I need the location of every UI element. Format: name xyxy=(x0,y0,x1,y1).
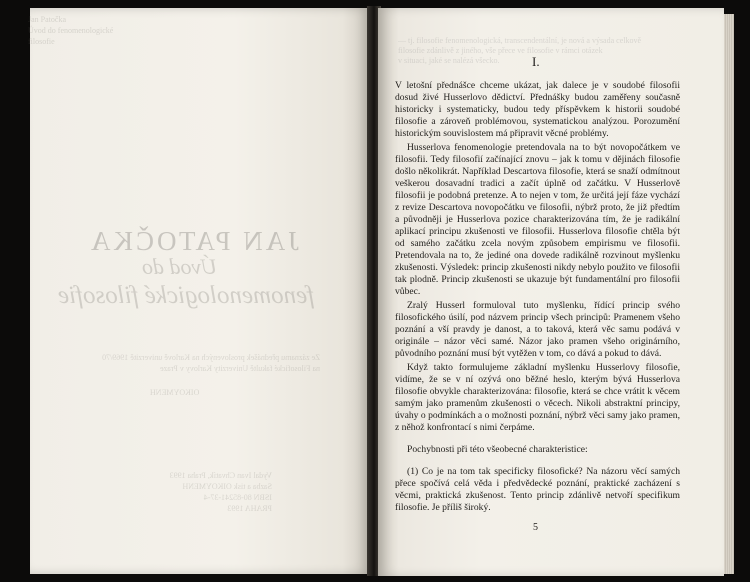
page-number: 5 xyxy=(533,522,538,533)
bleed-line: Úvod do fenomenologické xyxy=(28,26,114,35)
body-text xyxy=(395,80,680,516)
bleed-line: — tj. filosofie fenomenologická, transcendentální, je nová a výsada celkově xyxy=(398,36,642,45)
bleed-line: filosofie zdánlivě z jiného, vše přece ve filosofie v rámci otázek xyxy=(398,46,603,55)
imprint-line: Vydal Ivan Chvatík, Praha 1993 xyxy=(169,471,272,480)
left-page-bleed-through-top xyxy=(28,14,198,47)
mirrored-title-line-2: fenomenologické filosofie xyxy=(58,282,315,309)
paragraph: V letošní přednášce chceme ukázat, jak dalece je v soudobé filosofii dosud živé Husserlovo dědictví. Přednášky budou zaměřeny současně historicky i systematicky, budou tedy příspěvkem k historii soudobé filosofie a zároveň problémovou, systematickou analýzou. Porozumění historickým souvislostem má připravit věcné problémy. xyxy=(395,80,680,139)
mirrored-subtitle xyxy=(60,352,320,374)
subtitle-line: na Filosofické fakultě Univerzity Karlovy v Praze xyxy=(160,364,320,373)
imprint-line: Sazba a tisk OIKOYMENH xyxy=(182,482,272,491)
chapter-heading: I. xyxy=(532,54,540,69)
paragraph: Pochybnosti při této všeobecné charakteristice: xyxy=(407,444,588,455)
paragraph: Když takto formulujeme základní myšlenku Husserlovy filosofie, vidíme, že se v ní ozývá ono běžné heslo, kterým bývá Husserlova filosofie obvykle charakterizována: filosofie, která se chce vrátit k věcem samým jako pramenům zkušenosti o věcech. Nikoli abstraktní principy, úvahy o podmínkách a o možnosti poznání, nýbrž věci samy jako pramen, z něhož konfrontací s nimi čerpáme. xyxy=(395,362,680,433)
mirrored-title-line-1: Úvod do xyxy=(142,254,218,279)
imprint-line: PRAHA 1993 xyxy=(227,504,272,513)
mirrored-publisher: OIKOYMENH xyxy=(150,388,200,397)
paragraph: (1) Co je na tom tak specificky filosofické? Na názoru věcí samých přece spočívá celá věda i předvědecké poznání, praktické zacházení s věcmi, praktická zkušenost. Tento princip zdánlivě netvoří specifikum filosofie. Je příliš široký. xyxy=(395,466,680,513)
subtitle-line: Ze záznamu přednášek proslovených na Karlově univerzitě 1969/70 xyxy=(102,353,320,362)
bleed-line: v situaci, jaké se nalézá všecko. xyxy=(398,56,500,65)
paragraph: Husserlova fenomenologie pretendovala na to být novopočátkem ve filosofii. Tedy filosofií začínající znovu – jak k tomu v dějinách filosofie došlo několikrát. Například Descartova filosofie, která se snaží odmítnout veškerou dosavadní tradici a začít úplně od začátku. V Husserlově filosofii je podobná pretenze. A to nejen v tom, že určitá její fáze vychází z revize Descartova novopočátku ve filosofii, nýbrž proto, že již předtím a původněji je Husserlova pozice charakterizována tím, že je radikální aplikací principu zkušenosti ve filosofii. Husserlova filosofie chtěla být od samého začátku zcela novým způsobem empirismu ve filosofii. Pretendovala na to, že jediné ona dovede radikálně rozvinout myšlenku zkušenosti. Výsledek: princip zkušenosti nikdy nebylo použito ve filosofii tak plodně. Princip zkušenosti se ukazuje být fundamentální pro filosofii vůbec. xyxy=(395,142,680,297)
bleed-line: Jan Patočka xyxy=(28,15,66,24)
mirrored-author: JAN PATOČKA xyxy=(88,226,299,256)
imprint-line: ISBN 80-85241-37-4 xyxy=(203,493,272,502)
page-edges xyxy=(724,14,734,574)
mirrored-imprint xyxy=(62,470,272,514)
bleed-line: filosofie xyxy=(28,37,55,46)
paragraph: Zralý Husserl formuloval tuto myšlenku, řídící princip svého filosofického úsilí, pod názvem princip všech principů: Pramenem všeho poznání a vší pravdy je danost, a to taková, která věc samu podává v originále – názor věci samé. Názor jako pramen všeho originárního, původního poznání musí být vytěžen v tom, co dává a pokud to dává. xyxy=(395,300,680,359)
right-page-bleed-through xyxy=(398,36,698,66)
